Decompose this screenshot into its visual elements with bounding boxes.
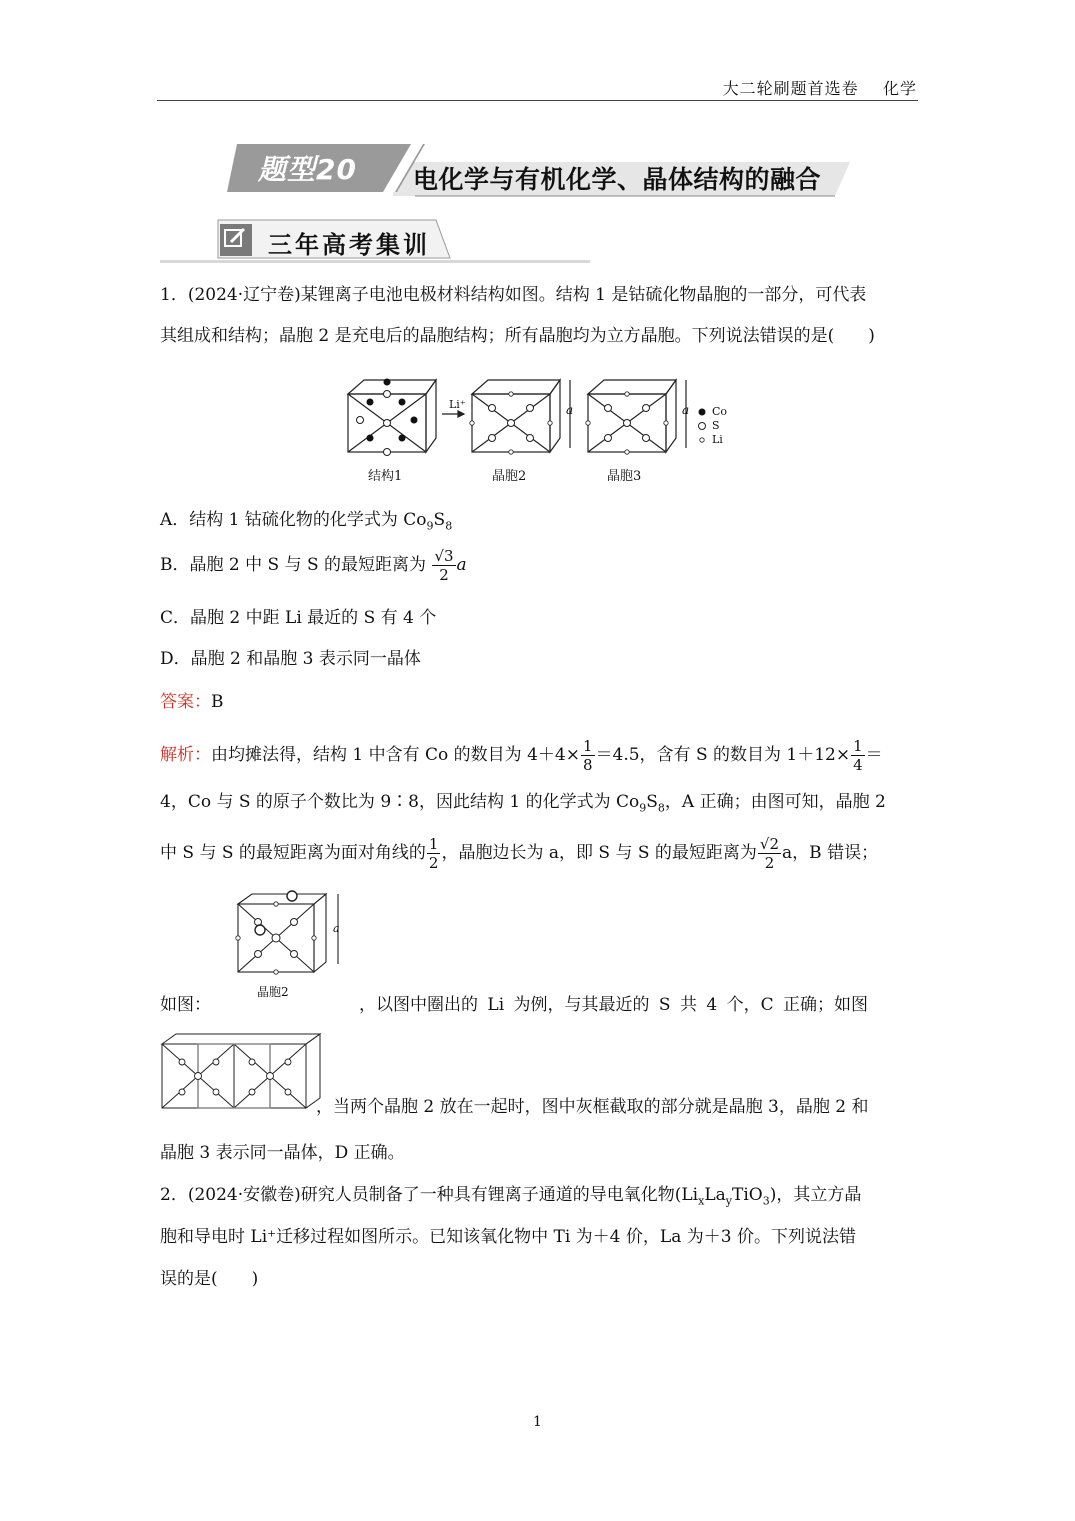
q2-stem-line1: 2．(2024·安徽卷)研究人员制备了一种具有锂离子通道的导电氧化物$(Li_xLa_yTiO_3)$，其立方晶 — [160, 1185, 862, 1208]
page-number: 1 — [533, 1414, 542, 1430]
q1-analysis-line5: ，当两个晶胞 2 放在一起时，图中灰框截取的部分就是晶胞 3，晶胞 2 和 — [316, 1097, 869, 1117]
fig2-dim-a: a — [333, 922, 340, 935]
fig2-label: 晶胞2 — [257, 985, 289, 999]
page-title: 电化学与有机化学、晶体结构的融合 — [413, 165, 822, 194]
q1-figure-dim-a2: a — [682, 403, 690, 417]
pencil-icon — [223, 226, 247, 250]
topic-tag: 题型20 — [258, 153, 357, 186]
q1-figure-label3: 晶胞3 — [607, 469, 642, 484]
q1-figure-dim-a: a — [566, 403, 574, 417]
q1-figure-label2: 晶胞2 — [492, 469, 527, 484]
header-book: 大二轮刷题首选卷 — [722, 79, 859, 98]
q1-figure-arrow-label: Li⁺ — [449, 398, 466, 411]
q1-analysis-figure-cell2 — [230, 890, 350, 976]
fraction: $\frac{√3}{2}$ — [434, 547, 454, 584]
q1-option-b: B．晶胞 2 中 S 与 S 的最短距离为 $\frac{√3}{2}$ a — [160, 547, 467, 584]
q1-option-a: A．结构 1 钴硫化物的化学式为 $Co_9S_8$ — [160, 510, 453, 533]
q2-stem-line3: 误的是( ) — [160, 1269, 259, 1289]
running-header — [723, 76, 917, 99]
section-title: 三年高考集训 — [268, 231, 430, 259]
legend-co: Co — [712, 405, 728, 418]
q1-answer: 答案：B — [160, 692, 224, 712]
q1-analysis-line4: 如图： ，以图中圈出的 Li 为例，与其最近的 S 共 4 个，C 正确；如图 — [160, 995, 869, 1015]
header-subject: 化学 — [882, 79, 917, 98]
q1-analysis-figure-two-cells — [160, 1032, 322, 1112]
q1-option-d: D．晶胞 2 和晶胞 3 表示同一晶体 — [160, 649, 421, 669]
q1-analysis-line2: 4，Co 与 S 的原子个数比为 9∶8，因此结构 1 的化学式为 $Co_9S_8$，A 正确；由图可知，晶胞 2 — [160, 792, 886, 815]
q1-analysis-line6: 晶胞 3 表示同一晶体，D 正确。 — [160, 1143, 405, 1163]
q2-stem-line2: 胞和导电时 Li⁺迁移过程如图所示。已知该氧化物中 Ti 为＋4 价，La 为＋3 价。下列说法错 — [160, 1227, 856, 1247]
q1-figure-legend — [712, 405, 727, 447]
legend-li: Li — [712, 433, 723, 446]
q1-option-c: C．晶胞 2 中距 Li 最近的 S 有 4 个 — [160, 608, 437, 628]
q1-stem-line2: 其组成和结构；晶胞 2 是充电后的晶胞结构；所有晶胞均为立方晶胞。下列说法错误的是( ) — [160, 326, 875, 346]
q1-stem-line1: 1．(2024·辽宁卷)某锂离子电池电极材料结构如图。结构 1 是钴硫化物晶胞的一部分，可代表 — [160, 285, 867, 305]
q1-analysis-line1: 解析：由均摊法得，结构 1 中含有 Co 的数目为 4＋4× $\frac{1}{8}$ ＝4.5，含有 S 的数目为 1＋12× $\frac{1}{4}$ ＝ — [160, 737, 883, 774]
q1-analysis-line3: 中 S 与 S 的最短距离为面对角线的 $\frac{1}{2}$ ，晶胞边长为 a，即 S 与 S 的最短距离为 $\frac{√2}{2}$ a，B 错误； — [160, 835, 879, 872]
q1-figure-label1: 结构1 — [368, 469, 403, 484]
header-rule — [157, 100, 918, 101]
legend-s: S — [712, 419, 720, 432]
